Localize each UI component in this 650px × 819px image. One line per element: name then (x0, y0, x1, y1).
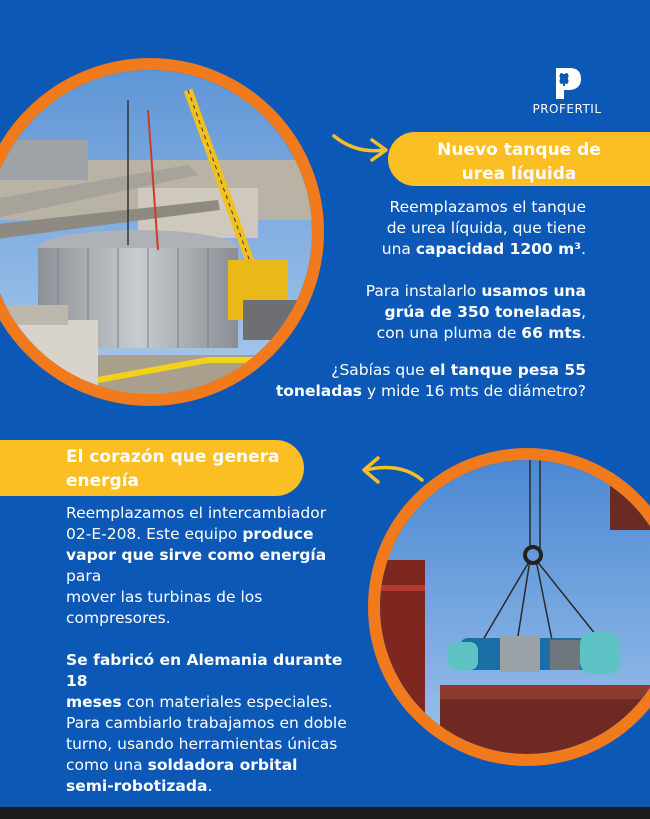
text-line: Reemplazamos el intercambiador (66, 504, 327, 522)
section2-body (66, 503, 366, 797)
section1-p2 (266, 281, 586, 344)
text-line: grúa de 350 toneladas, (384, 303, 586, 321)
text-line: vapor que sirve como energía para (66, 546, 327, 585)
section2-title-line1: El corazón que genera (66, 447, 280, 467)
profertil-logo (512, 66, 622, 114)
section1-p3 (166, 360, 586, 402)
section1-p1 (266, 197, 586, 260)
text-line: ¿Sabías que el tanque pesa 55 (331, 361, 586, 379)
section1-title-banner (388, 132, 650, 186)
text-line: Reemplazamos el tanque (389, 198, 586, 216)
arrow-right-icon (330, 128, 392, 168)
section2-title-banner (0, 440, 304, 496)
text-line: semi-robotizada. (66, 777, 213, 795)
text-line: mover las turbinas de los (66, 588, 263, 606)
text-line: con una pluma de 66 mts. (376, 324, 586, 342)
text-line: como una soldadora orbital (66, 756, 298, 774)
text-line: Se fabricó en Alemania durante 18 (66, 651, 343, 690)
text-line: Para instalarlo usamos una (365, 282, 586, 300)
text-line: compresores. (66, 609, 171, 627)
text-line: turno, usando herramientas únicas (66, 735, 338, 753)
section2-p2 (66, 650, 366, 797)
section1-body (266, 197, 586, 344)
text-line: toneladas y mide 16 mts de diámetro? (275, 382, 586, 400)
text-line: meses con materiales especiales. (66, 693, 333, 711)
arrow-left-icon (356, 450, 426, 492)
text-line: 02-E-208. Este equipo produce (66, 525, 314, 543)
bottom-bar (0, 807, 650, 819)
text-line: Para cambiarlo trabajamos en doble (66, 714, 347, 732)
logo-text: PROFERTIL (532, 102, 602, 116)
section2-title-line2: energía (66, 471, 140, 491)
text-line: de urea líquida, que tiene (386, 219, 586, 237)
text-line: una capacidad 1200 m³. (381, 240, 586, 258)
section1-title-line2: urea líquida (461, 164, 577, 184)
wheat-p-icon (550, 66, 584, 100)
section1-title-line1: Nuevo tanque de (437, 140, 601, 160)
heat-exchanger-photo (368, 448, 650, 766)
section2-p1 (66, 503, 366, 629)
